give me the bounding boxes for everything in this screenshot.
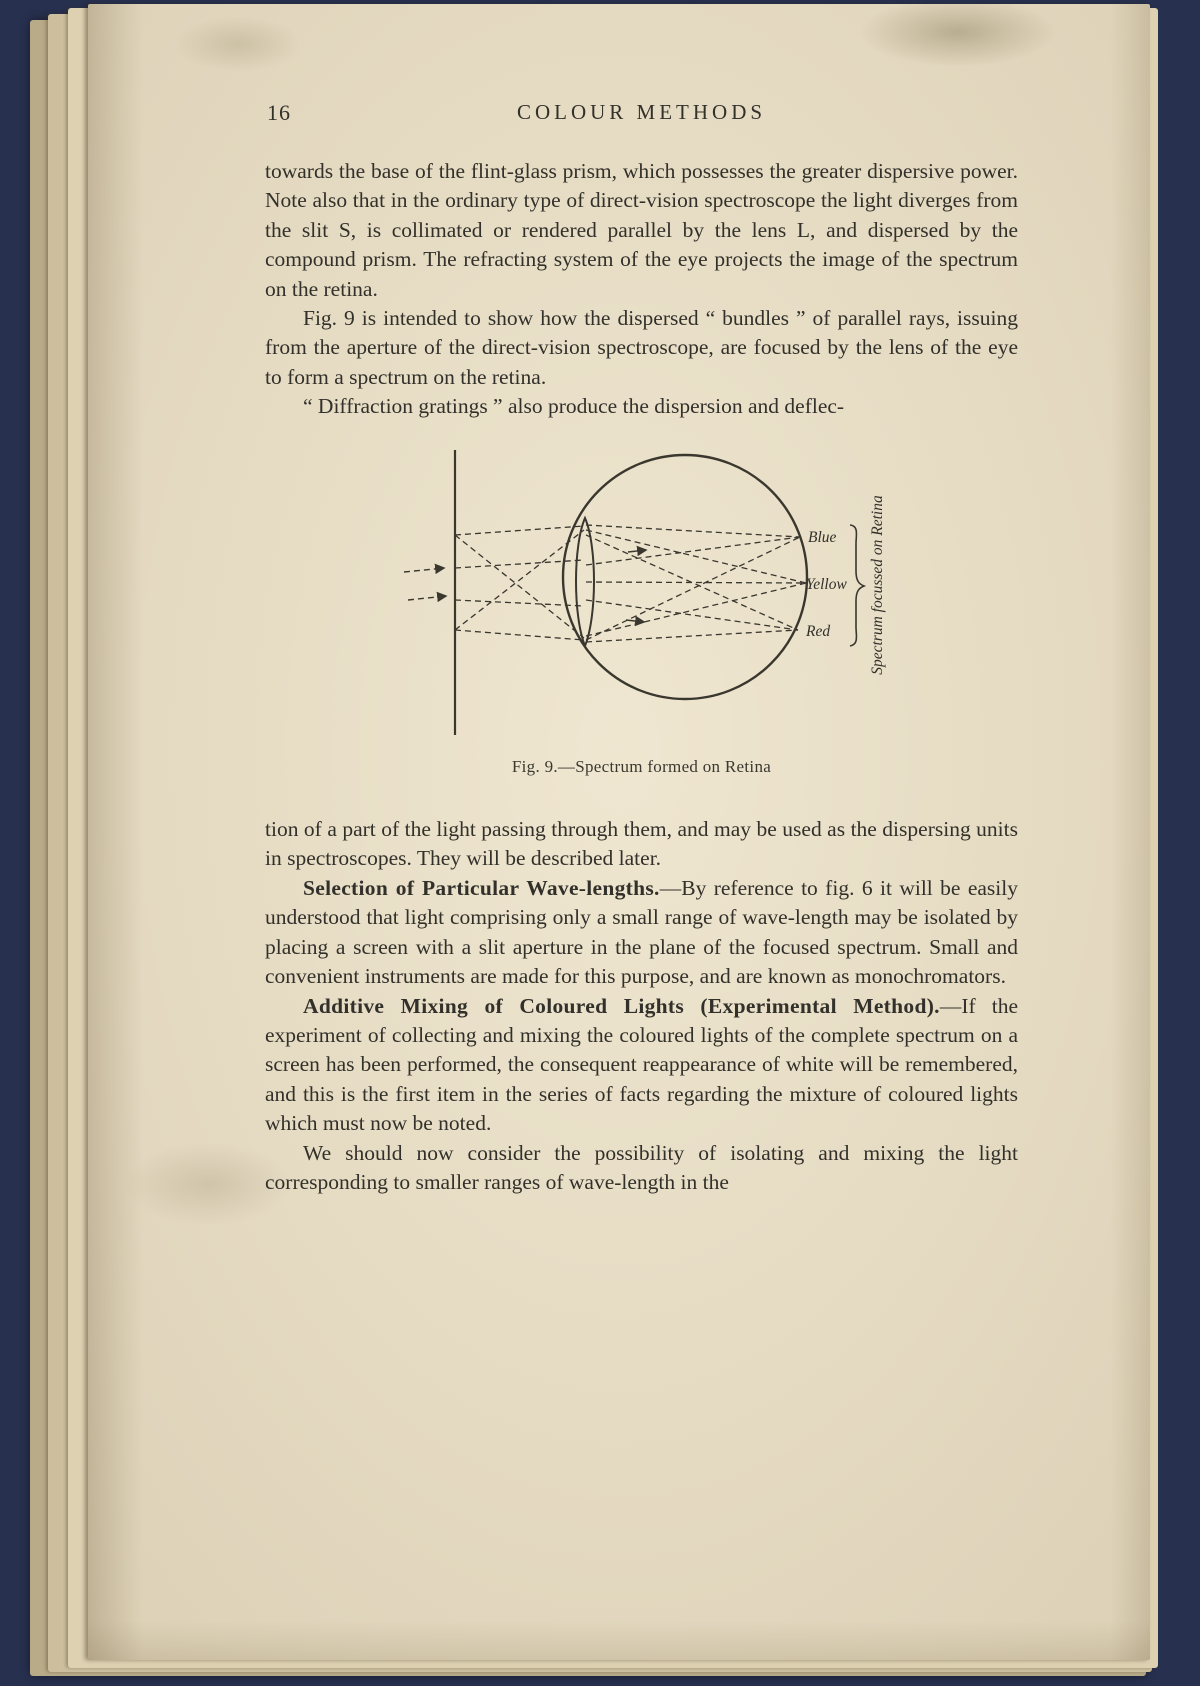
label-red: Red (806, 622, 831, 640)
heading-selection: Selection of Particular Wave-lengths. (303, 875, 660, 900)
figure-caption: Fig. 9.—Spectrum formed on Retina (511, 756, 772, 776)
eye-spectrum-diagram (400, 440, 1040, 750)
page-number: 16 (267, 100, 291, 125)
brace (850, 525, 864, 646)
heading-additive: Additive Mixing of Coloured Lights (Experimental Method). (303, 993, 940, 1018)
figure-block (265, 440, 1018, 781)
incoming-rays (404, 568, 446, 600)
body-selection: —By reference to fig. 6 it will be easily understood that light comprising only a small range of wave-length may be isolated by placing a screen with a slit aperture in the plane of the focused spectrum. Small and convenient instruments are made for this purpose, and are known as monochromators. (265, 875, 1018, 989)
slit-to-lens-rays (455, 526, 584, 640)
paragraph-diffraction: “ Diffraction gratings ” also produce the dispersion and deflec- (303, 394, 845, 419)
label-spectrum-focussed: Spectrum focussed on Retina (869, 494, 886, 675)
label-blue: Blue (808, 528, 837, 546)
body-additive: —If the experiment of collecting and mixing the coloured lights of the complete spectrum on a screen has been performed, the consequent reappearance of white will be remembered, and this is the first item in the series of facts regarding the mixture of coloured lights which must now be noted. (265, 993, 1018, 1136)
paragraph-fig9: Fig. 9 is intended to show how the dispersed “ bundles ” of parallel rays, issuing from the aperture of the direct-vision spectroscope, are focused by the lens of the eye to form a spectrum on the retina. (265, 306, 1018, 389)
paragraph-continuation: towards the base of the flint-glass prism, which possesses the greater dispersive power. Note also that in the ordinary type of direct-vision spectroscope the light diverges from the slit S, is collimated or rendered parallel by the lens L, and dispersed by the compound prism. The refracting system of the eye projects the image of the spectrum on the retina. (265, 159, 1018, 301)
paragraph-final: We should now consider the possibility of isolating and mixing the light corresponding to smaller ranges of wave-length in the (265, 1140, 1018, 1194)
eye-diagram-svg (400, 440, 1040, 750)
lens-to-retina-rays (586, 525, 806, 642)
running-header: COLOUR METHODS (516, 100, 767, 124)
eye-circle (563, 455, 807, 699)
page-header-row (265, 100, 1018, 130)
page-content (88, 4, 1150, 1197)
label-yellow: Yellow (806, 575, 847, 593)
book-page (88, 4, 1150, 1660)
paragraph-additive (265, 992, 1018, 1139)
paragraph-selection (265, 874, 1018, 992)
paragraph-continuation-2: tion of a part of the light passing through them, and may be used as the dispersing units in spectroscopes. They will be described later. (265, 817, 1018, 871)
body-text (265, 157, 1018, 1197)
